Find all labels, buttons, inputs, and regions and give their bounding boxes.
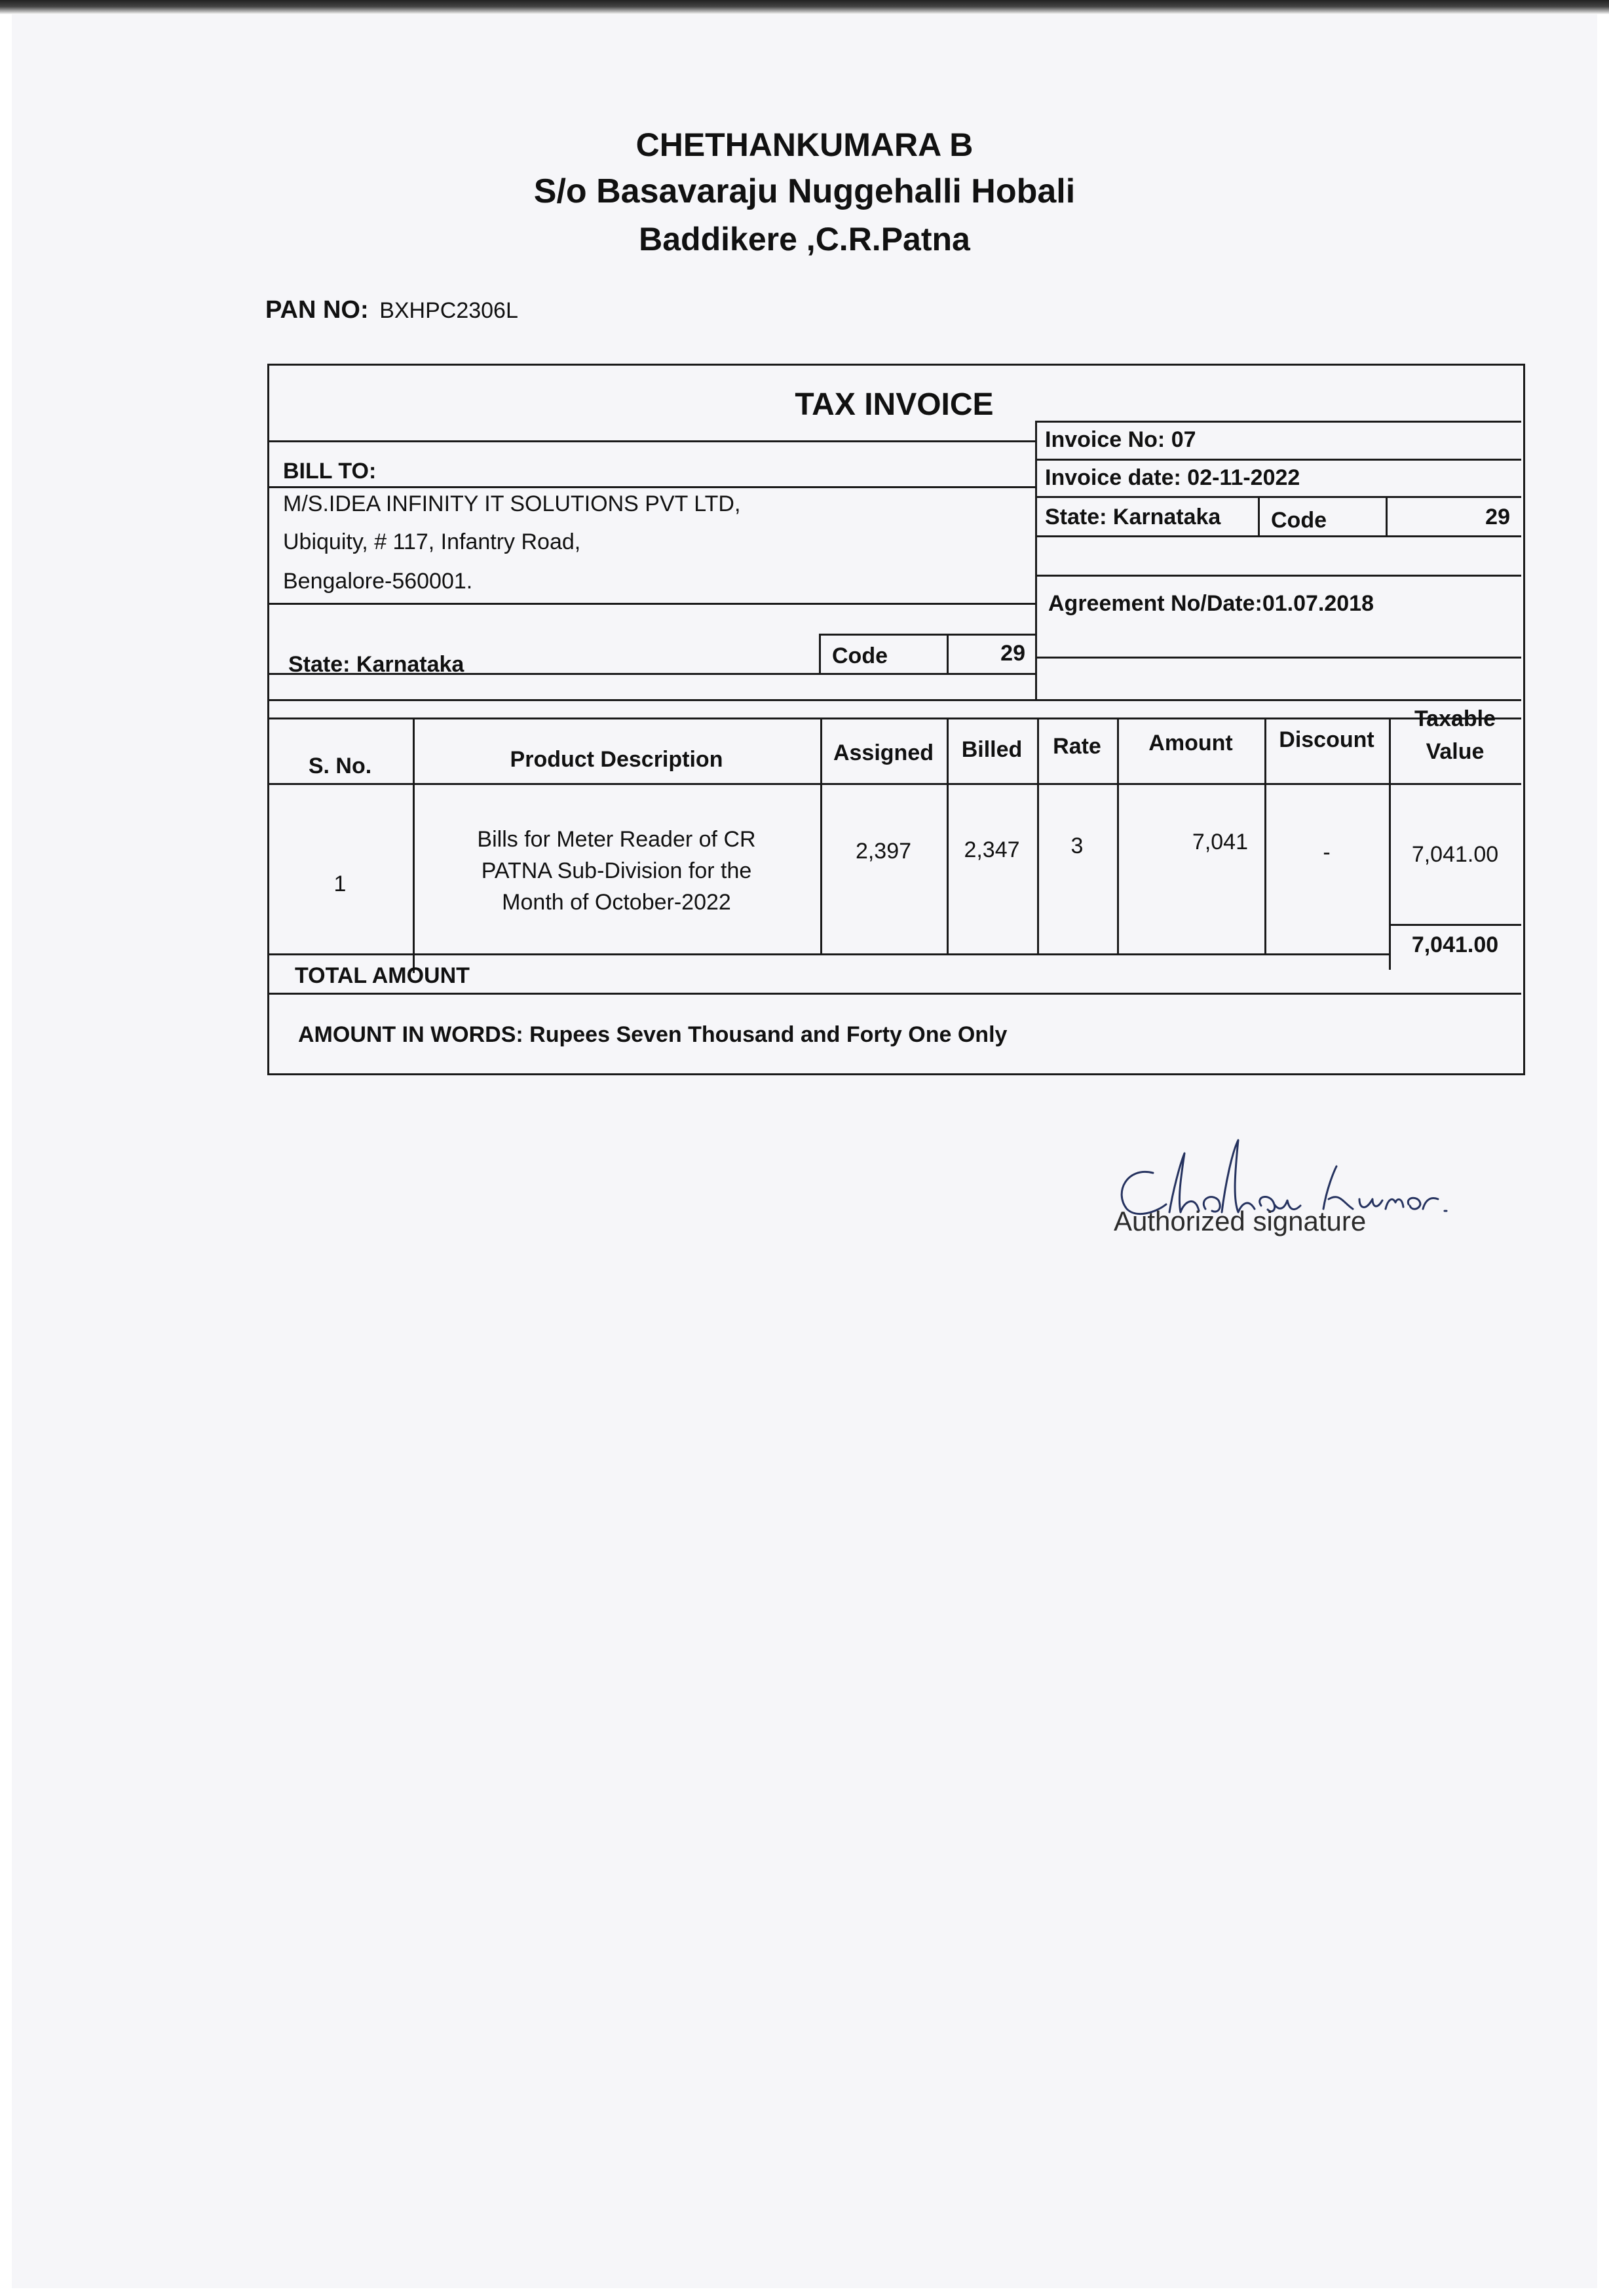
cell-description-line: PATNA Sub-Division for the	[481, 858, 752, 883]
divider	[1035, 535, 1521, 537]
divider	[1035, 657, 1521, 659]
bill-to-line: Bengalore-560001.	[283, 569, 473, 594]
cell-billed: 2,347	[964, 837, 1020, 862]
bill-code-label: Code	[832, 643, 888, 668]
divider	[1035, 459, 1521, 461]
handwritten-signature	[1107, 1127, 1474, 1258]
invoice-number: Invoice No: 07	[1045, 427, 1196, 452]
divider	[267, 440, 1035, 442]
invoice-state: State: Karnataka	[1045, 505, 1221, 529]
divider	[1035, 496, 1521, 498]
divider	[267, 993, 1521, 995]
total-amount-label: TOTAL AMOUNT	[295, 963, 470, 988]
divider	[267, 603, 1035, 605]
amount-in-words: AMOUNT IN WORDS: Rupees Seven Thousand and Forty One Only	[298, 1022, 1008, 1047]
pan-value: BXHPC2306L	[379, 298, 518, 323]
divider	[1389, 924, 1521, 926]
column-header-assigned: Assigned	[833, 740, 934, 765]
total-value: 7,041.00	[1411, 932, 1499, 957]
divider	[947, 634, 949, 673]
invoice-code-value: 29	[1485, 505, 1510, 529]
cell-assigned: 2,397	[855, 839, 912, 864]
divider	[1264, 718, 1266, 953]
bill-to-line: M/S.IDEA INFINITY IT SOLUTIONS PVT LTD,	[283, 491, 741, 516]
divider	[267, 699, 1521, 701]
divider	[819, 634, 821, 673]
column-header-rate: Rate	[1053, 734, 1101, 759]
column-header-amount: Amount	[1148, 731, 1233, 756]
issuer-address-line1: S/o Basavaraju Nuggehalli Hobali	[533, 172, 1076, 210]
agreement-info: Agreement No/Date:01.07.2018	[1048, 591, 1374, 616]
pan-label: PAN NO:	[265, 296, 369, 324]
bill-to-line: Ubiquity, # 117, Infantry Road,	[283, 529, 581, 554]
bill-code-value: 29	[1000, 641, 1025, 666]
bill-state: State: Karnataka	[288, 652, 464, 677]
cell-discount: -	[1323, 840, 1331, 865]
column-header-discount: Discount	[1279, 727, 1374, 752]
cell-description-line: Month of October-2022	[502, 890, 731, 915]
scan-edge	[0, 0, 1609, 14]
divider	[819, 634, 1035, 636]
divider	[1035, 575, 1521, 577]
bill-to-label: BILL TO:	[283, 459, 377, 484]
issuer-address-line2: Baddikere ,C.R.Patna	[639, 221, 970, 258]
divider	[267, 673, 1035, 675]
cell-rate: 3	[1070, 833, 1084, 858]
divider	[1035, 421, 1521, 423]
column-header-sno: S. No.	[308, 754, 372, 778]
cell-amount: 7,041	[1192, 830, 1248, 854]
divider	[1386, 496, 1388, 535]
invoice-title: TAX INVOICE	[795, 387, 994, 422]
divider	[267, 486, 1035, 488]
column-header-taxable: Taxable	[1414, 706, 1496, 731]
divider	[1258, 496, 1260, 535]
divider	[267, 718, 1521, 719]
divider	[267, 783, 1521, 785]
divider	[267, 953, 1389, 955]
cell-description-line: Bills for Meter Reader of CR	[477, 827, 756, 852]
column-header-value: Value	[1426, 739, 1485, 764]
issuer-name: CHETHANKUMARA B	[635, 126, 974, 163]
signature-caption: Authorized signature	[1114, 1206, 1367, 1236]
cell-taxable-value: 7,041.00	[1411, 842, 1499, 867]
column-header-billed: Billed	[961, 737, 1023, 762]
invoice-date: Invoice date: 02-11-2022	[1045, 465, 1300, 490]
invoice-code-label: Code	[1271, 508, 1327, 533]
column-header-description: Product Description	[510, 747, 723, 772]
signature-block	[1107, 1127, 1474, 1261]
pan-row	[265, 296, 518, 324]
cell-sno: 1	[333, 871, 347, 896]
